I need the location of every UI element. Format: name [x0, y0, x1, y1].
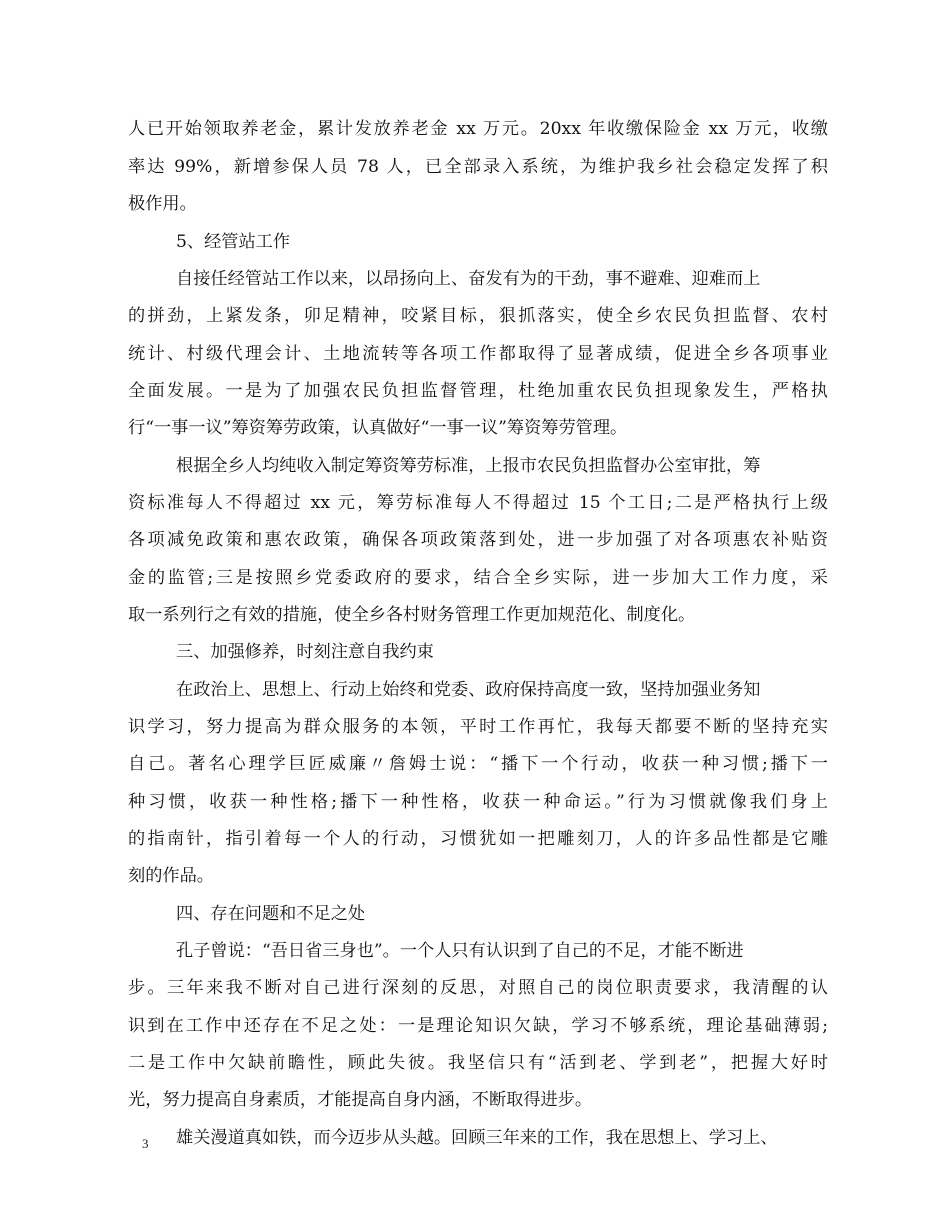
text-line: 识到在工作中还存在不足之处：一是理论知识欠缺，学习不够系统，理论基础薄弱;	[128, 1016, 828, 1036]
text-line: 金的监管;三是按照乡党委政府的要求，结合全乡实际，进一步加大工作力度，采	[128, 568, 828, 588]
text-line: 在政治上、思想上、行动上始终和党委、政府保持高度一致，坚持加强业务知	[176, 680, 761, 700]
text-line: 的指南针，指引着每一个人的行动，习惯犹如一把雕刻刀，人的许多品性都是它雕	[128, 829, 828, 849]
text-line: 极作用。	[128, 194, 197, 214]
text-line: 孔子曾说：“吾日省三身也”。一个人只有认识到了自己的不足，才能不断进	[176, 941, 744, 961]
text-line: 自己。著名心理学巨匠威廉〃詹姆士说：“播下一个行动，收获一种习惯;播下一	[128, 754, 828, 774]
text-line: 取一系列行之有效的措施，使全乡各村财务管理工作更加规范化、制度化。	[128, 605, 696, 625]
section-heading: 5、经管站工作	[176, 232, 291, 252]
page-number: 3	[142, 1136, 149, 1151]
text-line: 根据全乡人均纯收入制定筹资筹劳标准，上报市农民负担监督办公室审批，筹	[176, 456, 761, 476]
text-line: 刻的作品。	[128, 866, 214, 886]
text-line: 人已开始领取养老金，累计发放养老金 xx 万元。20xx 年收缴保险金 xx 万元，收缴	[128, 119, 828, 139]
text-line: 光，努力提高自身素质，才能提高自身内涵，不断取得进步。	[128, 1090, 593, 1110]
text-line: 二是工作中欠缺前瞻性，顾此失彼。我坚信只有“活到老、学到老”，把握大好时	[128, 1053, 828, 1073]
text-line: 统计、村级代理会计、土地流转等各项工作都取得了显著成绩，促进全乡各项事业	[128, 344, 828, 364]
text-line: 雄关漫道真如铁，而今迈步从头越。回顾三年来的工作，我在思想上、学习上、	[176, 1128, 778, 1148]
text-line: 率达 99%，新增参保人员 78 人，已全部录入系统，为维护我乡社会稳定发挥了积	[128, 157, 828, 177]
text-line: 全面发展。一是为了加强农民负担监督管理，杜绝加重农民负担现象发生，严格执	[128, 381, 828, 401]
section-heading: 三、加强修养，时刻注意自我约束	[176, 642, 434, 662]
text-line: 种习惯，收获一种性格;播下一种性格，收获一种命运。”行为习惯就像我们身上	[128, 792, 828, 812]
text-line: 各项减免政策和惠农政策，确保各项政策落到处，进一步加强了对各项惠农补贴资	[128, 530, 828, 550]
section-heading: 四、存在问题和不足之处	[176, 904, 366, 924]
text-line: 的拼劲，上紧发条，卯足精神，咬紧目标，狠抓落实，使全乡农民负担监督、农村	[128, 306, 828, 326]
text-line: 步。三年来我不断对自己进行深刻的反思，对照自己的岗位职责要求，我清醒的认	[128, 978, 828, 998]
text-line: 行“一事一议”筹资筹劳政策，认真做好“一事一议”筹资筹劳管理。	[128, 418, 628, 438]
text-line: 资标准每人不得超过 xx 元，筹劳标准每人不得超过 15 个工日;二是严格执行上级	[128, 493, 828, 513]
text-line: 识学习，努力提高为群众服务的本领，平时工作再忙，我每天都要不断的坚持充实	[128, 717, 828, 737]
text-line: 自接任经管站工作以来，以昂扬向上、奋发有为的干劲，事不避难、迎难而上	[176, 269, 761, 289]
